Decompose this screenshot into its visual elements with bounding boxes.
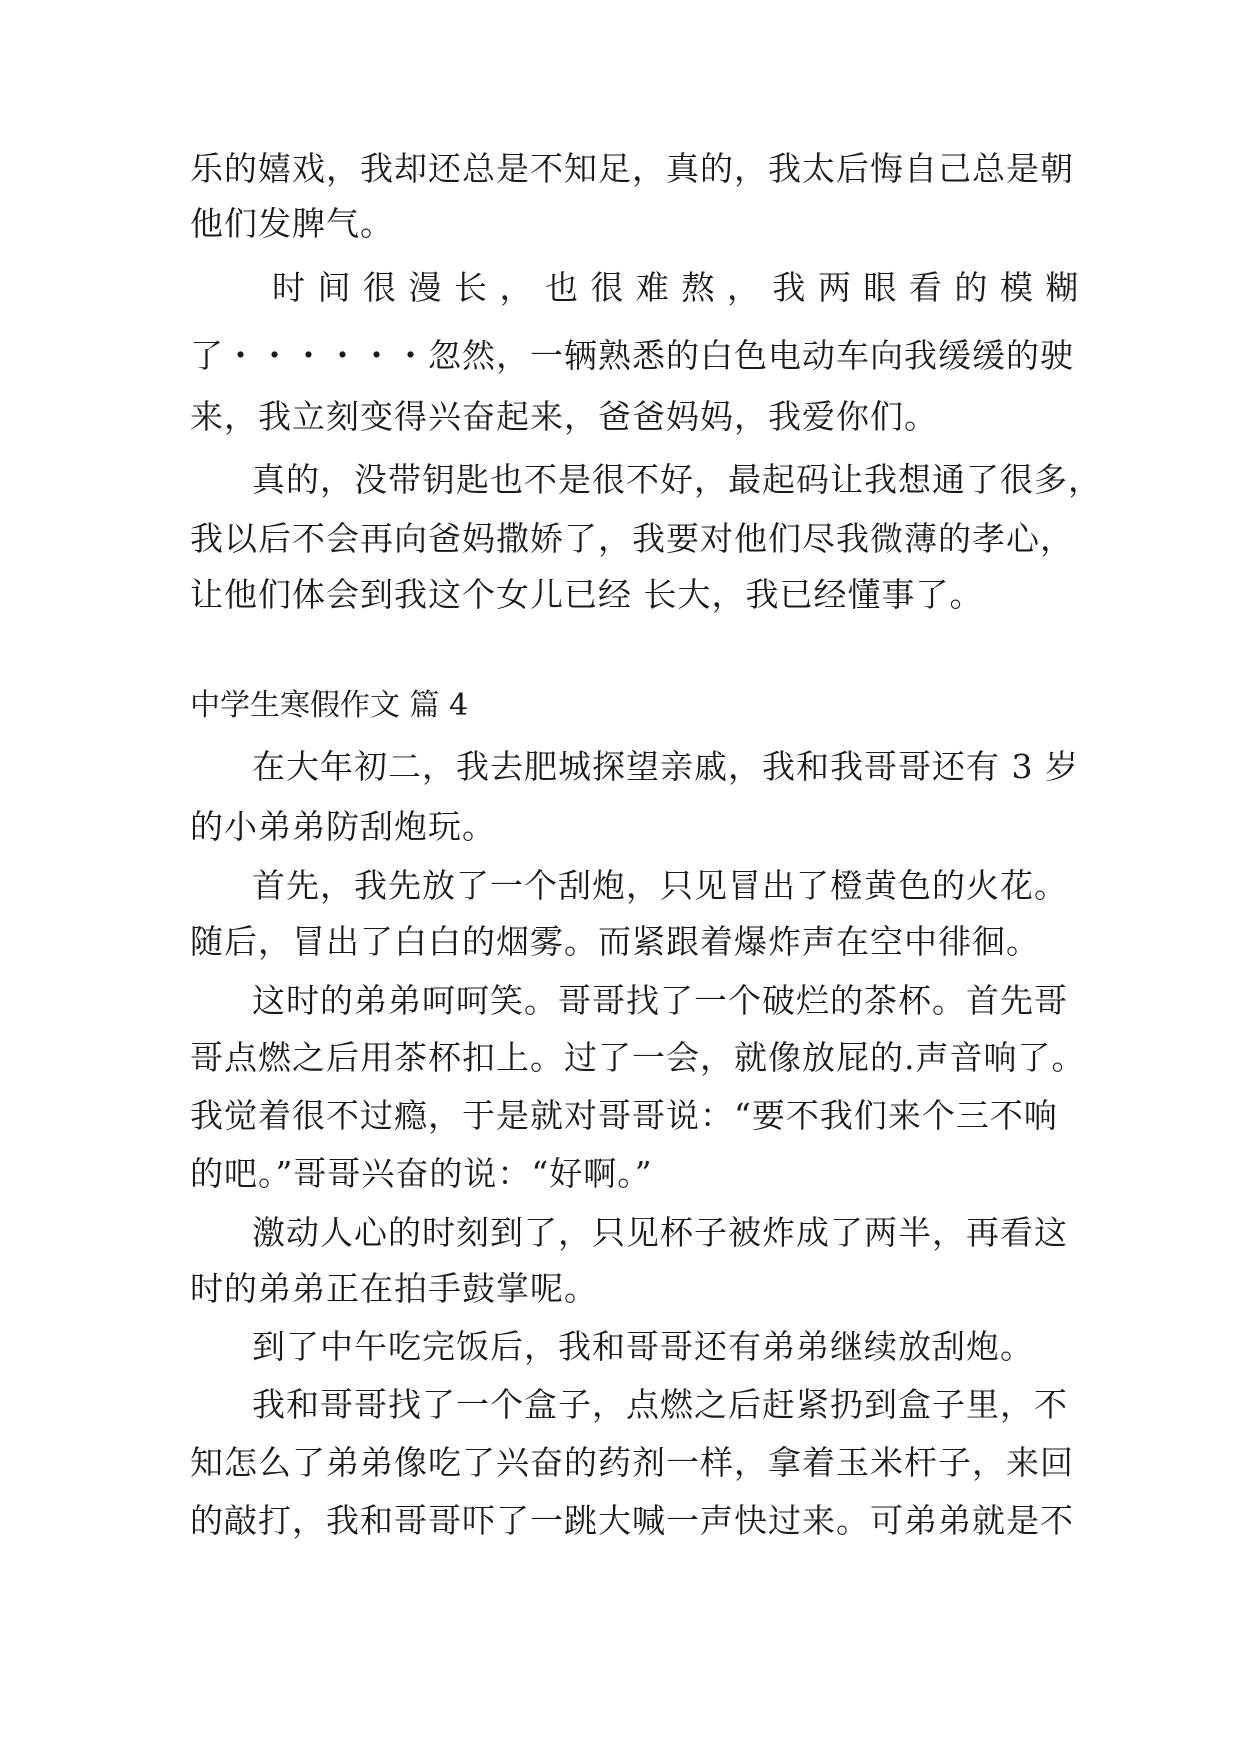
text-line: 时 间 很 漫 长 ， 也 很 难 熬 ， 我 两 眼 看 的 模 糊 [272, 268, 1080, 307]
text-line: 真的，没带钥匙也不是很不好，最起码让我想通了很多， [252, 460, 1102, 499]
text-line: 时的弟弟正在拍手鼓掌呢。 [190, 1269, 598, 1308]
text-line: 让他们体会到我这个女儿已经 长大，我已经懂事了。 [190, 575, 984, 614]
text-line: 乐的嬉戏，我却还总是不知足，真的，我太后悔自己总是朝 [190, 149, 1074, 188]
text-line: 到了中午吃完饭后，我和哥哥还有弟弟继续放刮炮。 [252, 1327, 1034, 1366]
text-line: 我以后不会再向爸妈撒娇了，我要对他们尽我微薄的孝心， [190, 519, 1074, 558]
text-line: 的吧。”哥哥兴奋的说：“好啊。” [190, 1154, 653, 1193]
section-heading: 中学生寒假作文 篇 4 [190, 688, 469, 723]
text-line: 知怎么了弟弟像吃了兴奋的药剂一样，拿着玉米杆子，来回 [190, 1443, 1074, 1482]
text-line: 这时的弟弟呵呵笑。哥哥找了一个破烂的茶杯。首先哥 [252, 981, 1068, 1020]
text-line: 的敲打，我和哥哥吓了一跳大喊一声快过来。可弟弟就是不 [190, 1501, 1074, 1540]
text-line: 我觉着很不过瘾，于是就对哥哥说：“要不我们来个三不响 [190, 1096, 1058, 1135]
text-line: 来，我立刻变得兴奋起来，爸爸妈妈，我爱你们。 [190, 397, 938, 436]
text-line: 我和哥哥找了一个盒子，点燃之后赶紧扔到盒子里，不 [252, 1385, 1068, 1424]
text-line: 的小弟弟防刮炮玩。 [190, 807, 496, 846]
text-line: 首先，我先放了一个刮炮，只见冒出了橙黄色的火花。 [252, 866, 1068, 905]
text-line: 他们发脾气。 [190, 204, 394, 243]
text-line: 哥点燃之后用茶杯扣上。过了一会，就像放屁的.声音响了。 [190, 1038, 1086, 1077]
text-line: 随后，冒出了白白的烟雾。而紧跟着爆炸声在空中徘徊。 [190, 922, 1040, 961]
text-line: 了・・・・・・忽然，一辆熟悉的白色电动车向我缓缓的驶 [190, 336, 1074, 375]
text-line: 在大年初二，我去肥城探望亲戚，我和我哥哥还有 3 岁 [252, 747, 1079, 786]
text-line: 激动人心的时刻到了，只见杯子被炸成了两半，再看这 [252, 1213, 1068, 1252]
